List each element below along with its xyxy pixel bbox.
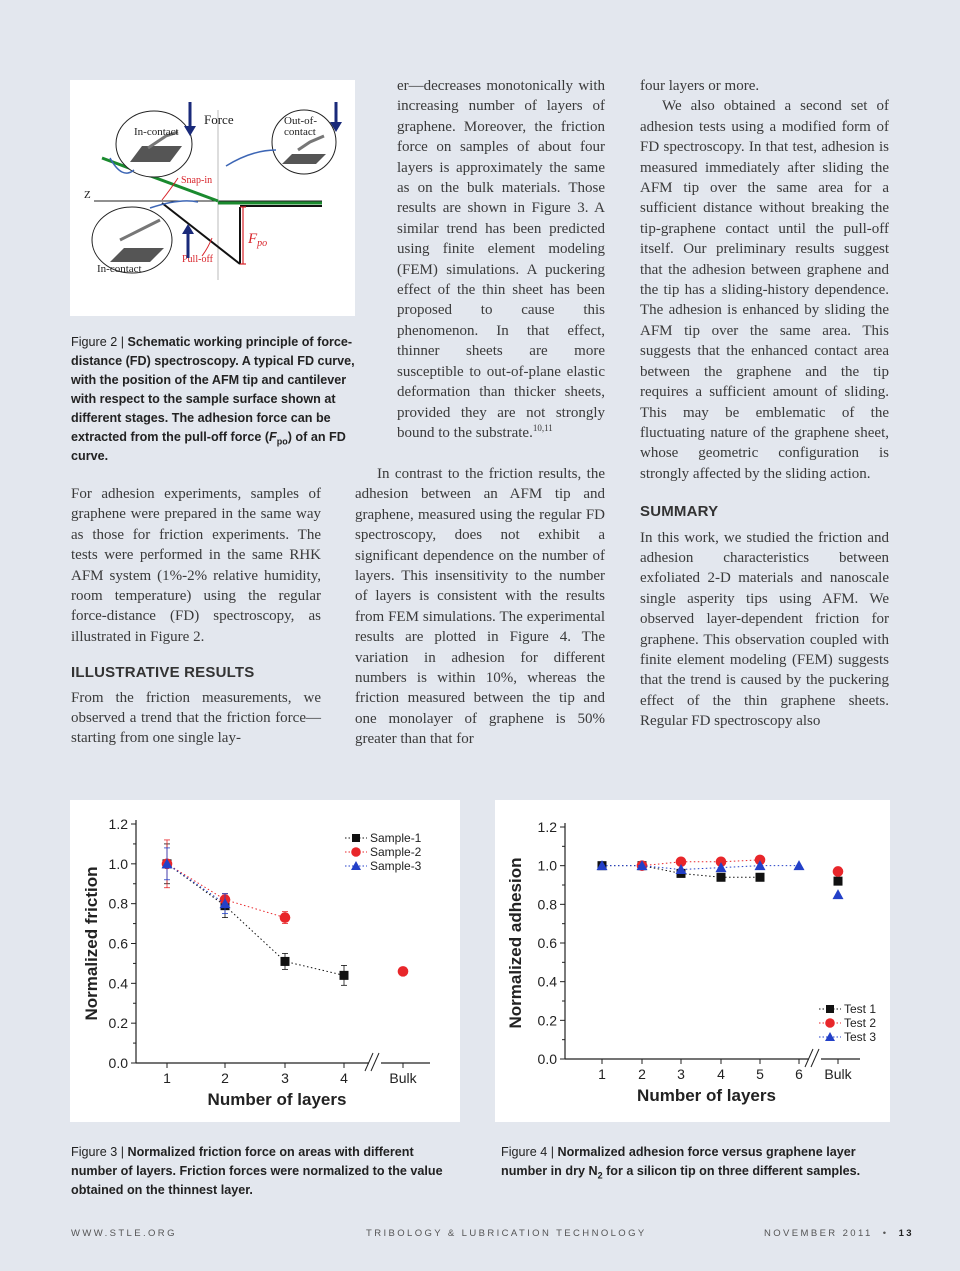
data-point — [280, 912, 291, 923]
x-tick-label: 4 — [717, 1066, 725, 1082]
x-tick-label: 2 — [638, 1066, 646, 1082]
y-tick-label: 0.6 — [537, 935, 557, 951]
data-point — [756, 873, 765, 882]
x-tick-label: 2 — [221, 1070, 229, 1086]
y-tick-label: 0.6 — [108, 935, 128, 952]
legend-label: Test 3 — [844, 1030, 877, 1044]
col1-paragraph: From the friction measurements, we observed a trend that the friction force—starting from one single lay- — [71, 689, 321, 747]
col2-paragraph: er—decreases monotonically with increasing number of layers of graphene. Moreover, the friction force on samples of about four layers is approximately the same as on the bulk materials. Those results are shown in Figure 3. A similar trend has been predicted using finite element modeling (FEM) simulations. A puckering effect of the thin sheet has been proposed to cause this phenomenon. In that effect, thinner sheets are more susceptible to out-of-plane elastic deformation than thicker sheets, provided they are not strongly bound to the substrate.$^{10,11}$ — [397, 78, 605, 441]
col1-paragraph: For adhesion experiments, samples of graphene were prepared in the same way as those for friction experiments. The tests were performed in the same RHK AFM system (1%-2% relative humidity, room temperature) using the regular force-distance (FD) spectroscopy, as illustrated in Figure 2. — [71, 486, 321, 645]
x-tick-label: 1 — [598, 1066, 606, 1082]
column-1 — [71, 484, 321, 749]
legend-marker — [352, 834, 360, 842]
friction-chart — [70, 800, 460, 1122]
summary-heading: SUMMARY — [640, 503, 719, 521]
force-label: Force — [204, 112, 234, 127]
data-point — [833, 889, 844, 899]
legend-marker — [826, 1005, 834, 1013]
legend-label: Sample-2 — [370, 845, 422, 859]
figure-3-caption: Figure 3 | Normalized friction force on areas with different number of layers. Friction forces were normalized to the value obtained on the thinnest layer. — [71, 1145, 443, 1197]
x-tick-label: 5 — [756, 1066, 764, 1082]
y-axis-label: Normalized friction — [82, 866, 101, 1021]
data-point — [398, 966, 409, 977]
x-axis-label: Number of layers — [637, 1086, 776, 1105]
column-3 — [640, 76, 889, 732]
y-tick-label: 0.4 — [537, 973, 557, 990]
x-tick-label: 4 — [340, 1070, 348, 1086]
fpo-label: $F_{po}$ — [248, 231, 268, 249]
y-tick-label: 0.8 — [108, 895, 128, 912]
y-tick-label: 0.2 — [108, 1015, 128, 1032]
footer-date: NOVEMBER 2011 • 13 — [764, 1228, 914, 1239]
footer-journal: TRIBOLOGY & LUBRICATION TECHNOLOGY — [366, 1228, 647, 1239]
figure-2-caption: Figure 2 | Schematic working principle of force-distance (FD) spectroscopy. A typical FD curve, with the position of the AFM tip and cantilever with respect to the sample surface shown at different stages. The adhesion force can be extracted from the pull-off force $(F_{po})$ of an FD curve. — [71, 335, 355, 463]
illustrative-results-heading: ILLUSTRATIVE RESULTS — [71, 664, 255, 682]
y-tick-label: 1.0 — [537, 857, 557, 874]
footer-website[interactable]: WWW.STLE.ORG — [71, 1228, 177, 1239]
col3-paragraph: We also obtained a second set of adhesion tests using a modified form of FD spectroscopy. In that test, adhesion is measured immediately after sliding the AFM tip over the same area for a sufficient distance without breaking the tip-graphene contact until the pull-off itself. Our preliminary results suggest that the adhesion between graphene and the tip has a sliding-history dependence. The adhesion is enhanced by sliding the AFM tip over the same area. This suggests that the enhanced contact area between the graphene and the tip requires a sufficient amount of sliding. This may be emblematic of the fluctuating nature of the graphene sheet, whose geometric configuration is strongly affected by the sliding action. — [640, 98, 889, 482]
y-axis-label: Normalized adhesion — [506, 857, 525, 1029]
x-tick-label: 3 — [677, 1066, 685, 1082]
col3-paragraph: four layers or more. — [640, 78, 760, 94]
col3-paragraph: In this work, we studied the friction and adhesion characteristics between exfoliated 2-D materials and nanoscale single asperity tips using AFM. We observed layer-dependent friction for graphene. This observation coupled with finite element modeling (FEM) suggests that the trend is caused by the puckering effect of the thin graphene sheets. Regular FD spectroscopy also — [640, 529, 889, 730]
legend-label: Test 1 — [844, 1002, 877, 1016]
data-point — [340, 971, 349, 980]
in-contact-label-top: In-contact — [134, 126, 179, 138]
data-point — [834, 877, 843, 886]
data-point — [717, 873, 726, 882]
column-2 — [397, 76, 605, 443]
y-tick-label: 0.0 — [108, 1055, 128, 1071]
legend-label: Test 2 — [844, 1016, 877, 1030]
x-tick-label: 3 — [281, 1070, 289, 1086]
y-tick-label: 1.2 — [108, 816, 128, 832]
x-tick-label: 1 — [163, 1070, 171, 1086]
series-line — [642, 860, 760, 866]
snap-in-label: Snap-in — [181, 175, 213, 186]
out-of-contact-label-1: Out-of- — [284, 115, 317, 127]
y-tick-label: 0.8 — [537, 896, 557, 913]
figure-2-image — [70, 80, 355, 316]
pull-off-label: Pull-off — [182, 254, 213, 265]
legend-label: Sample-3 — [370, 859, 422, 873]
figure-3-chart — [70, 800, 460, 1122]
data-point — [281, 957, 290, 966]
out-of-contact-label-2: contact — [284, 126, 316, 138]
y-tick-label: 1.2 — [537, 819, 557, 835]
y-tick-label: 0.4 — [108, 975, 128, 992]
legend-marker — [351, 847, 361, 857]
series-line — [167, 864, 225, 904]
x-tick-label: 6 — [795, 1066, 803, 1082]
series-line — [167, 864, 344, 976]
legend-label: Sample-1 — [370, 831, 422, 845]
x-tick-label: Bulk — [824, 1066, 852, 1082]
y-tick-label: 1.0 — [108, 855, 128, 872]
series-line — [602, 866, 799, 870]
y-tick-label: 0.2 — [537, 1012, 557, 1029]
figure-4-chart — [495, 800, 890, 1122]
y-tick-label: 0.0 — [537, 1051, 557, 1067]
adhesion-chart — [495, 800, 890, 1122]
column-2b — [355, 464, 605, 750]
x-tick-label: Bulk — [389, 1070, 417, 1086]
legend-marker — [825, 1018, 835, 1028]
figure-4-caption: Figure 4 | Normalized adhesion force versus graphene layer number in dry $N_2$ for a silicon tip on three different samples. — [501, 1145, 861, 1181]
data-point — [833, 866, 844, 877]
fd-schematic — [70, 80, 355, 316]
z-label: Z — [84, 189, 91, 201]
col2-paragraph: In contrast to the friction results, the adhesion between an AFM tip and graphene, measured using the regular FD spectroscopy, does not exhibit a significant dependence on the number of layers. This insensitivity to the number of layers is consistent with the results from FEM simulations. The experimental results are plotted in Figure 4. The variation in adhesion for different numbers is within 10%, whereas the friction measured between the tip and one monolayer of graphene is 50% greater than that for — [355, 466, 605, 748]
in-contact-label-bottom: In-contact — [97, 263, 142, 275]
page-number: 13 — [898, 1228, 914, 1239]
x-axis-label: Number of layers — [207, 1090, 347, 1109]
